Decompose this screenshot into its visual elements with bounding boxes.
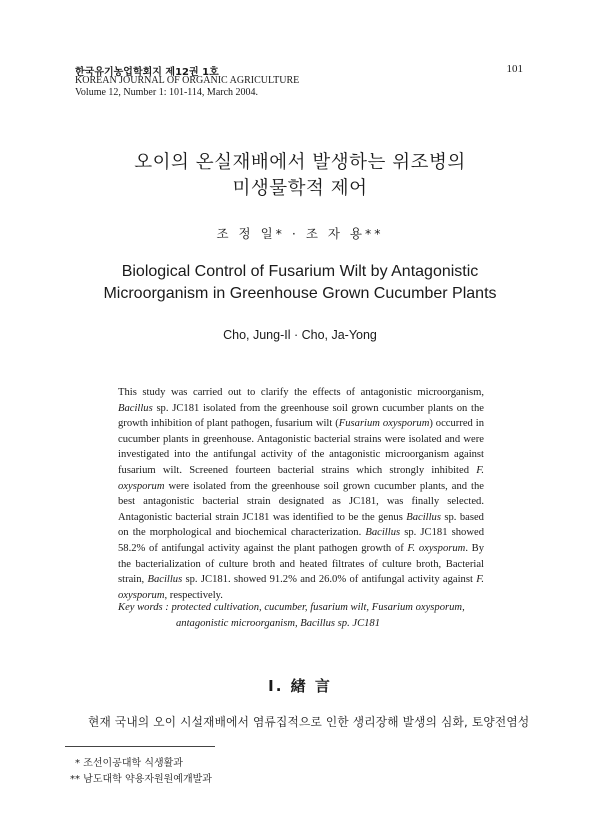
authors-english: Cho, Jung-Il · Cho, Ja-Yong xyxy=(223,328,377,342)
page-number: 101 xyxy=(506,63,523,75)
authors-korean: 조 정 일* · 조 자 용** xyxy=(216,226,384,241)
footnote-divider xyxy=(65,746,215,747)
journal-volume-info: Volume 12, Number 1: 101-114, March 2004. xyxy=(75,87,259,98)
title-english-line2: Microorganism in Greenhouse Grown Cucumber Plants xyxy=(103,285,497,302)
footnote-affiliation-1: * 조선이공대학 식생활과 xyxy=(75,758,183,769)
footnote-affiliation-2: ** 남도대학 약용자원원예개발과 xyxy=(70,774,212,785)
section-heading-introduction: I. 緖 言 xyxy=(268,677,332,695)
journal-name-korean: 한국유기농업학회지 제12권 1호 xyxy=(75,67,219,78)
keywords xyxy=(118,600,488,631)
title-english-line1: Biological Control of Fusarium Wilt by Antagonistic xyxy=(121,263,479,280)
journal-name-english: KOREAN JOURNAL OF ORGANIC AGRICULTURE xyxy=(75,75,300,86)
keywords-line1: Key words : protected cultivation, cucumber, fusarium wilt, Fusarium oxysporum, xyxy=(118,602,465,613)
title-korean-line2: 미생물학적 제어 xyxy=(232,178,368,199)
title-korean-line1: 오이의 온실재배에서 발생하는 위조병의 xyxy=(134,152,466,173)
intro-text-line: 현재 국내의 오이 시설재배에서 염류집적으로 인한 생리장해 발생의 심화, 토양전염성 xyxy=(88,715,530,729)
keywords-line2: antagonistic microorganism, Bacillus sp. JC181 xyxy=(176,617,381,629)
abstract-paragraph: This study was carried out to clarify the effects of antagonistic microorganism, Bacillus sp. JC181 isolated from the greenhouse soil grown cucumber plants on the growth inhibition of plant pathogen, fusarium wilt (Fusarium oxysporum) occurred in cucumber plants in greenhouse. Antagonistic bacterial strains were isolated and were investigated into the antifungal activity of the antagonistic microorganism against fusarium wilt. Screened fourteen bacterial strains which strongly inhibited F. oxysporum were isolated from the greenhouse soil grown cucumber plants, and the best antagonistic bacterial strain designated as JC181, was finally selected. Antagonistic bacterial strain JC181 was identified to be the genus Bacillus sp. based on the morphological and biochemical characterization. Bacillus sp. JC181 showed 58.2% of antifungal activity against the plant pathogen growth of F. oxysporum. By the bacterialization of culture broth and heated filtrates of culture broth, Bacterial strain, Bacillus sp. JC181. showed 91.2% and 26.0% of antifungal activity against F. oxysporum, respectively. xyxy=(118,387,485,601)
